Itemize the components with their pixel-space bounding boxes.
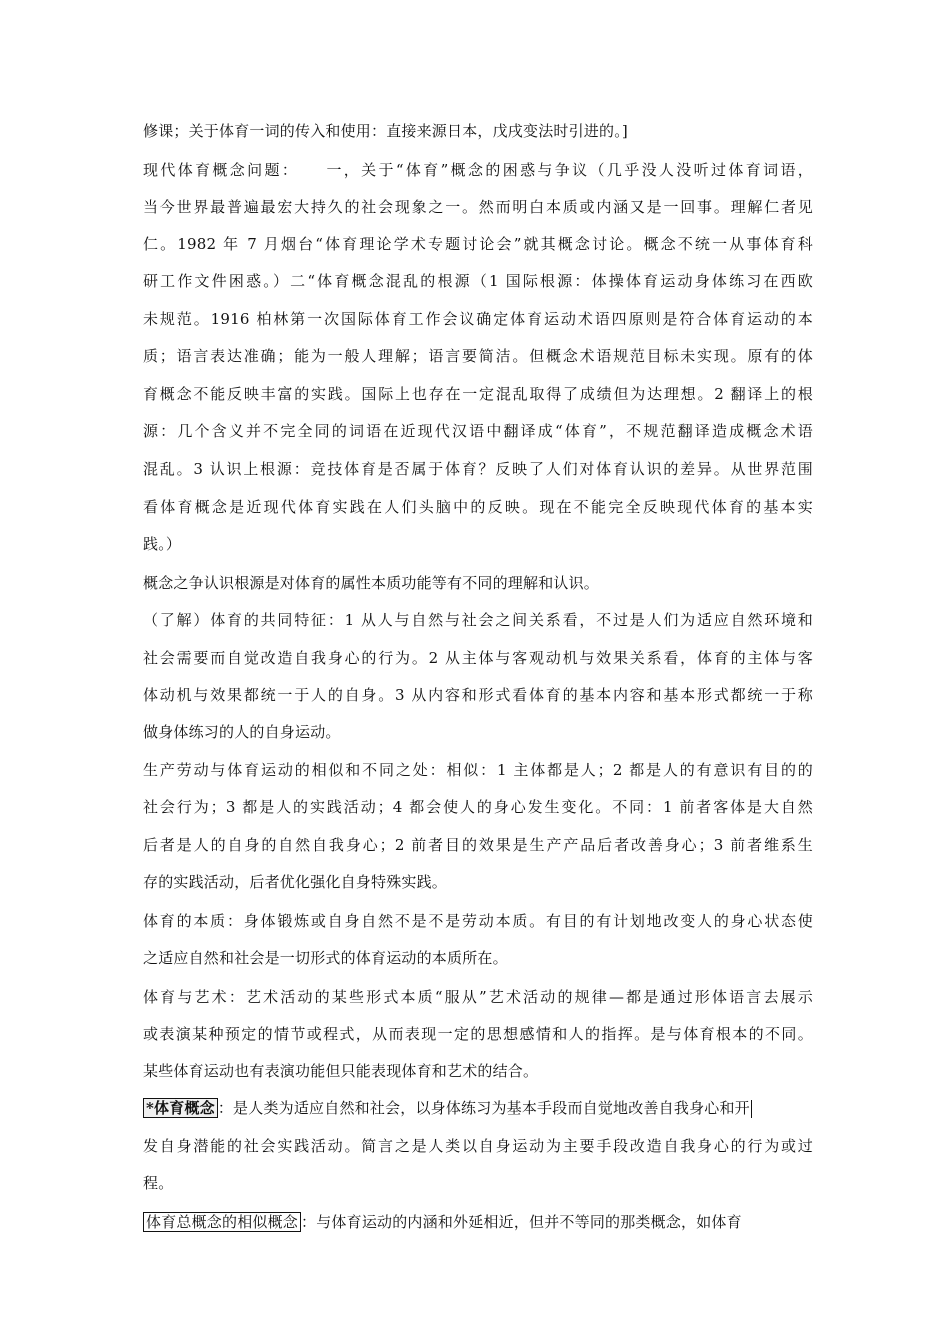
definition-line	[143, 1212, 813, 1232]
definition-text: ：与体育运动的内涵和外延相近，但并不等同的那类概念，如体育	[301, 1213, 742, 1231]
text-line: 未规范。1916 柏林第一次国际体育工作会议确定体育运动术语四原则是符合体育运动的本	[143, 310, 813, 328]
text-line: 混乱。3 认识上根源：竞技体育是否属于体育？反映了人们对体育认识的差异。从世界范围	[143, 460, 813, 478]
text-line: 现代体育概念问题： 一，关于“体育”概念的困惑与争议（几乎没人没听过体育词语，	[143, 161, 813, 179]
text-line: 社会行为；3 都是人的实践活动；4 都会使人的身心发生变化。不同：1 前者客体是大自然	[143, 798, 813, 816]
definition-line	[143, 1098, 815, 1118]
text-line: 践。）	[143, 535, 182, 553]
text-line: 社会需要而自觉改造自我身心的行为。2 从主体与客观动机与效果关系看，体育的主体与客	[143, 649, 813, 667]
text-line: 体动机与效果都统一于人的自身。3 从内容和形式看体育的基本内容和基本形式都统一于称	[143, 686, 813, 704]
text-line: 之适应自然和社会是一切形式的体育运动的本质所在。	[143, 949, 508, 967]
text-line: 做身体练习的人的自身运动。	[143, 723, 341, 741]
text-line: 研工作文件困惑。）二“体育概念混乱的根源（1 国际根源：体操体育运动身体练习在西欧	[143, 272, 813, 290]
text-line: 或表演某种预定的情节或程式，从而表现一定的思想感情和人的指挥。是与体育根本的不同。	[143, 1025, 813, 1043]
text-line: 看体育概念是近现代体育实践在人们头脑中的反映。现在不能完全反映现代体育的基本实	[143, 498, 813, 516]
text-line: 后者是人的自身的自然自我身心；2 前者目的效果是生产产品后者改善身心；3 前者维系生	[143, 836, 813, 854]
text-line: （了解）体育的共同特征：1 从人与自然与社会之间关系看，不过是人们为适应自然环境和	[143, 611, 813, 629]
text-line: 仁。1982 年 7 月烟台“体育理论学术专题讨论会”就其概念讨论。概念不统一从事体育科	[143, 235, 813, 253]
text-line: 某些体育运动也有表演功能但只能表现体育和艺术的结合。	[143, 1062, 539, 1080]
text-line: 源：几个含义并不完全同的词语在近现代汉语中翻译成“体育”，不规范翻译造成概念术语	[143, 422, 813, 440]
text-line: 育概念不能反映丰富的实践。国际上也存在一定混乱取得了成绩但为达理想。2 翻译上的根	[143, 385, 813, 403]
text-line: 质；语言表达准确；能为一般人理解；语言要简洁。但概念术语规范目标未实现。原有的体	[143, 347, 813, 365]
boxed-term: 体育总概念的相似概念	[143, 1212, 301, 1232]
text-line: 生产劳动与体育运动的相似和不同之处：相似：1 主体都是人；2 都是人的有意识有目的的	[143, 761, 813, 779]
text-line: 修课；关于体育一词的传入和使用：直接来源日本，戊戌变法时引进的。]	[143, 122, 628, 140]
boxed-term: *体育概念	[143, 1098, 218, 1118]
text-line: 程。	[143, 1174, 174, 1192]
text-line: 存的实践活动，后者优化强化自身特殊实践。	[143, 873, 448, 891]
text-line: 概念之争认识根源是对体育的属性本质功能等有不同的理解和认识。	[143, 574, 600, 592]
text-line: 当今世界最普遍最宏大持久的社会现象之一。然而明白本质或内涵又是一回事。理解仁者见	[143, 198, 813, 216]
text-line: 发自身潜能的社会实践活动。简言之是人类以自身运动为主要手段改造自我身心的行为或过	[143, 1137, 813, 1155]
text-line: 体育与艺术：艺术活动的某些形式本质“服从”艺术活动的规律—都是通过形体语言去展示	[143, 988, 813, 1006]
definition-text: ：是人类为适应自然和社会，以身体练习为基本手段而自觉地改善自我身心和开	[217, 1099, 750, 1117]
box-edge	[751, 1100, 752, 1118]
text-line: 体育的本质：身体锻炼或自身自然不是不是劳动本质。有目的有计划地改变人的身心状态使	[143, 912, 813, 930]
